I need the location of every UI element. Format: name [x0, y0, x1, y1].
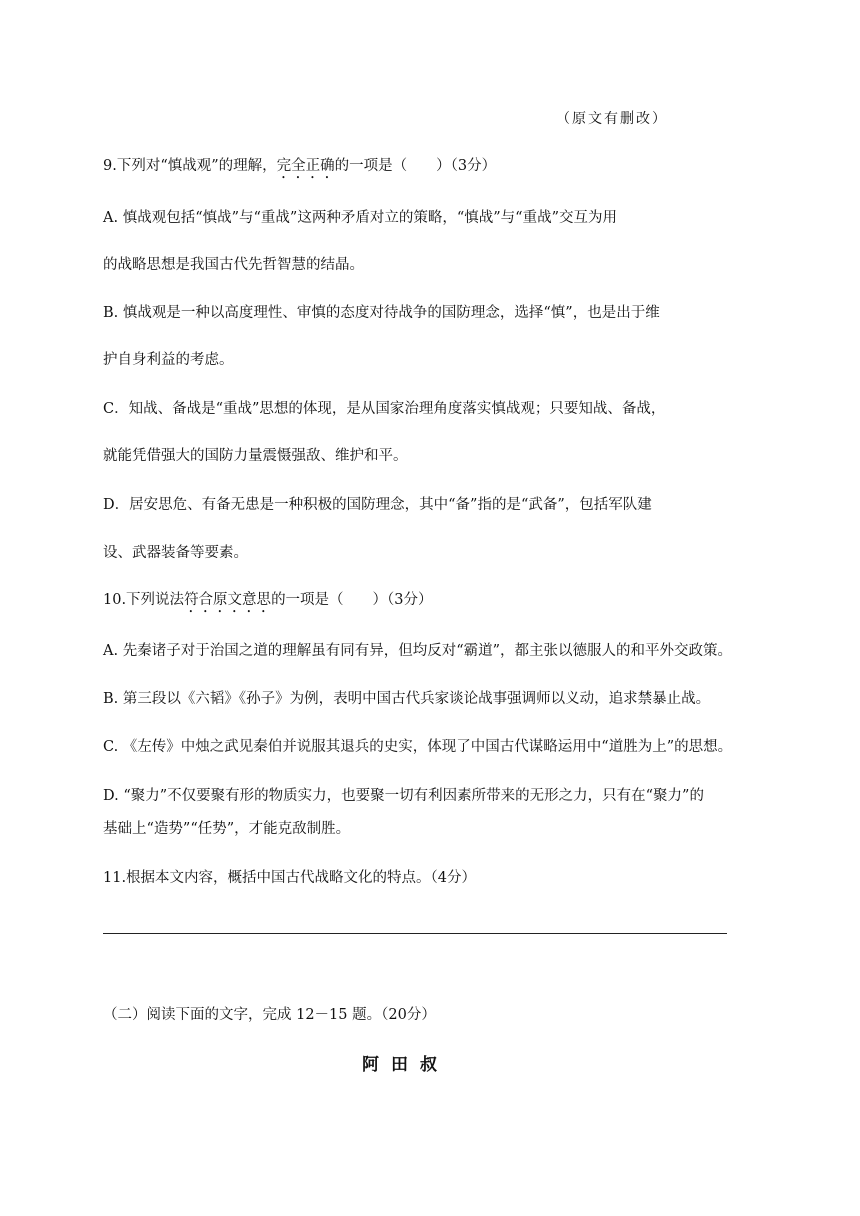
q10-stem-tail: 的一项是（ ）（3分） — [271, 592, 433, 608]
q9-option-b-line2: 护自身利益的考虑。 — [103, 352, 234, 368]
q9-option-c-line2: 就能凭借强大的国防力量震慑强敌、维护和平。 — [103, 448, 408, 464]
q10-option-d-line2: 基础上“造势”“任势”，才能克敌制胜。 — [103, 821, 351, 837]
q9-stem-tail: 的一项是（ ）（3分） — [334, 158, 497, 174]
q9-stem-emphasis: 完全正确 — [276, 158, 335, 174]
q9-option-a-line1: A. 慎战观包括“慎战”与“重战”这两种矛盾对立的策略，“慎战”与“重战”交互为用 — [103, 210, 617, 226]
q9-option-c-line1: C．知战、备战是“重战”思想的体现，是从国家治理角度落实慎战观；只要知战、备战， — [103, 401, 666, 417]
source-note: （原文有删改） — [556, 111, 668, 127]
answer-line — [103, 933, 727, 934]
story-title: 阿田叔 — [362, 1055, 449, 1075]
q10-option-c: C. 《左传》中烛之武见秦伯并说服其退兵的史实，体现了中国古代谋略运用中“道胜为上”的思想。 — [103, 739, 733, 755]
q9-stem-text: 9.下列对“慎战观”的理解， — [103, 158, 277, 174]
q9-option-a-line2: 的战略思想是我国古代先哲智慧的结晶。 — [103, 257, 364, 273]
q10-stem-text: 10.下列说法 — [103, 592, 185, 608]
question-9-stem — [103, 156, 496, 182]
q9-option-d-line2: 设、武器装备等要素。 — [103, 545, 248, 561]
question-11-stem: 11.根据本文内容，概括中国古代战略文化的特点。（4分） — [103, 870, 477, 886]
q10-option-d-line1: D. “聚力”不仅要聚有形的物质实力，也要聚一切有利因素所带来的无形之力，只有在“聚力”的 — [103, 788, 704, 804]
q9-option-b-line1: B. 慎战观是一种以高度理性、审慎的态度对待战争的国防理念，选择“慎”，也是出于维 — [103, 305, 660, 321]
q9-option-d-line1: D．居安思危、有备无患是一种积极的国防理念，其中“备”指的是“武备”，包括军队建 — [103, 497, 652, 513]
section-heading: （二）阅读下面的文字，完成 12－15 题。（20分） — [103, 1007, 436, 1023]
question-10-stem — [103, 590, 433, 616]
q10-stem-emphasis: 符合原文意思 — [184, 592, 272, 608]
q10-option-b: B. 第三段以《六韬》《孙子》为例，表明中国古代兵家谈论战事强调师以义动，追求禁暴止战。 — [103, 691, 711, 707]
q10-option-a: A. 先秦诸子对于治国之道的理解虽有同有异，但均反对“霸道”，都主张以德服人的和平外交政策。 — [103, 643, 733, 659]
